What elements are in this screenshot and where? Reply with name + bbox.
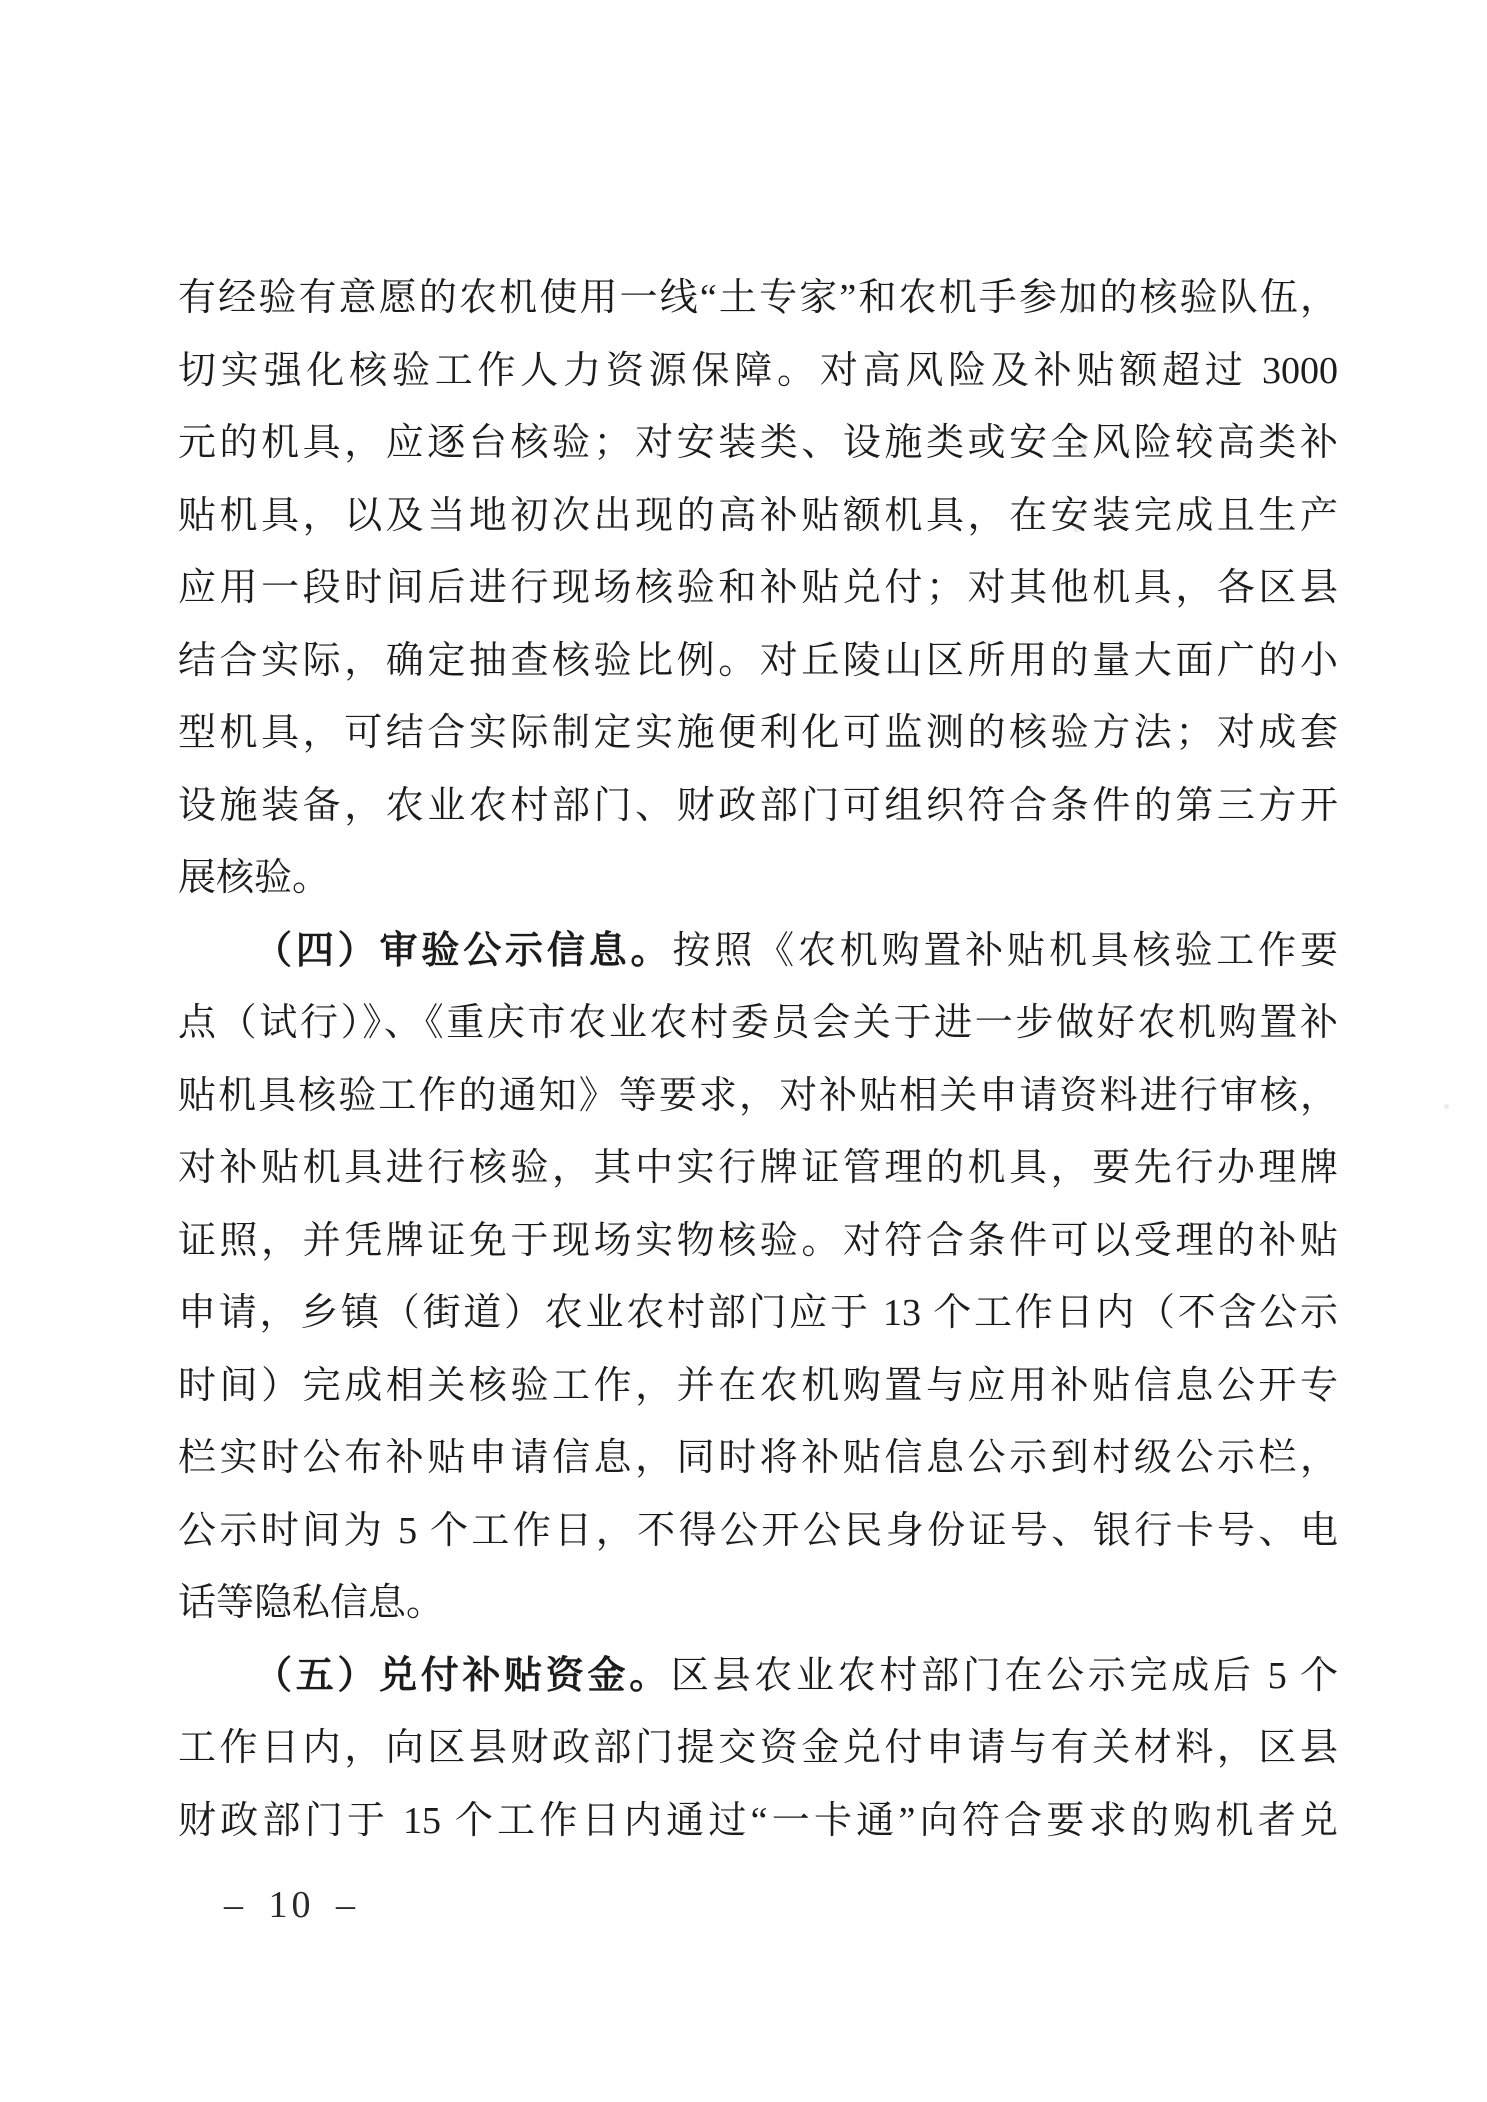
body-text: 申请，乡镇（街道）农业农村部门应于 13 个工作日内（不含公示 — [178, 1292, 1338, 1334]
document-text-line — [178, 625, 1338, 698]
body-text: 展核验。 — [178, 857, 331, 899]
document-text-line — [178, 1205, 1338, 1278]
body-text: 贴机具，以及当地初次出现的高补贴额机具，在安装完成且生产 — [178, 494, 1338, 537]
body-text: 结合实际，确定抽查核验比例。对丘陵山区所用的量大面广的小 — [178, 639, 1338, 682]
document-text-line — [178, 480, 1338, 553]
document-text-line — [178, 1350, 1338, 1423]
document-text-line — [178, 1567, 1338, 1640]
body-text: 证照，并凭牌证免于现场实物核验。对符合条件可以受理的补贴 — [178, 1219, 1338, 1262]
document-text-line — [178, 770, 1338, 843]
document-text-line — [178, 552, 1338, 625]
body-text: 话等隐私信息。 — [178, 1582, 445, 1624]
document-text-line — [178, 697, 1338, 770]
page-number: – 10 – — [224, 1884, 359, 1926]
document-text-block — [178, 262, 1338, 1857]
body-text: 栏实时公布补贴申请信息，同时将补贴信息公示到村级公示栏， — [178, 1437, 1338, 1479]
body-text: 对补贴机具进行核验，其中实行牌证管理的机具，要先行办理牌 — [178, 1147, 1338, 1189]
section-heading-text: （四）审验公示信息。 — [254, 929, 673, 972]
body-text: 应用一段时间后进行现场核验和补贴兑付；对其他机具，各区县 — [178, 567, 1338, 609]
body-text: 工作日内，向区县财政部门提交资金兑付申请与有关材料，区县 — [178, 1727, 1338, 1769]
body-text: 财政部门于 15 个工作日内通过“一卡通”向符合要求的购机者兑 — [178, 1799, 1338, 1842]
document-text-line — [178, 1495, 1338, 1568]
body-text: 贴机具核验工作的通知》等要求，对补贴相关申请资料进行审核， — [178, 1074, 1338, 1117]
document-text-line — [178, 915, 1338, 988]
document-text-line — [178, 1277, 1338, 1350]
document-text-line — [178, 407, 1338, 480]
document-text-line — [178, 1640, 1338, 1713]
body-text: 区县农业农村部门在公示完成后 5 个 — [670, 1654, 1338, 1697]
scan-artifact — [1444, 1104, 1449, 1109]
body-text: 元的机具，应逐台核验；对安装类、设施类或安全风险较高类补 — [178, 422, 1338, 464]
document-text-line — [178, 262, 1338, 335]
document-text-line — [178, 335, 1338, 408]
body-text: 时间）完成相关核验工作，并在农机购置与应用补贴信息公开专 — [178, 1364, 1338, 1407]
section-heading-text: （五）兑付补贴资金。 — [254, 1654, 671, 1697]
document-text-line — [178, 1060, 1338, 1133]
body-text: 有经验有意愿的农机使用一线“土专家”和农机手参加的核验队伍， — [178, 277, 1338, 319]
document-text-line — [178, 1132, 1338, 1205]
body-text: 公示时间为 5 个工作日，不得公开公民身份证号、银行卡号、电 — [178, 1509, 1338, 1552]
document-text-line — [178, 842, 1338, 915]
body-text: 点（试行）》、《重庆市农业农村委员会关于进一步做好农机购置补 — [178, 1002, 1338, 1044]
body-text: 设施装备，农业农村部门、财政部门可组织符合条件的第三方开 — [178, 784, 1338, 827]
body-text: 按照《农机购置补贴机具核验工作要 — [672, 929, 1338, 972]
document-text-line — [178, 1712, 1338, 1785]
body-text: 型机具，可结合实际制定实施便利化可监测的核验方法；对成套 — [178, 712, 1338, 754]
document-text-line — [178, 987, 1338, 1060]
document-text-line — [178, 1785, 1338, 1858]
body-text: 切实强化核验工作人力资源保障。对高风险及补贴额超过 3000 — [178, 349, 1338, 392]
document-text-line — [178, 1422, 1338, 1495]
